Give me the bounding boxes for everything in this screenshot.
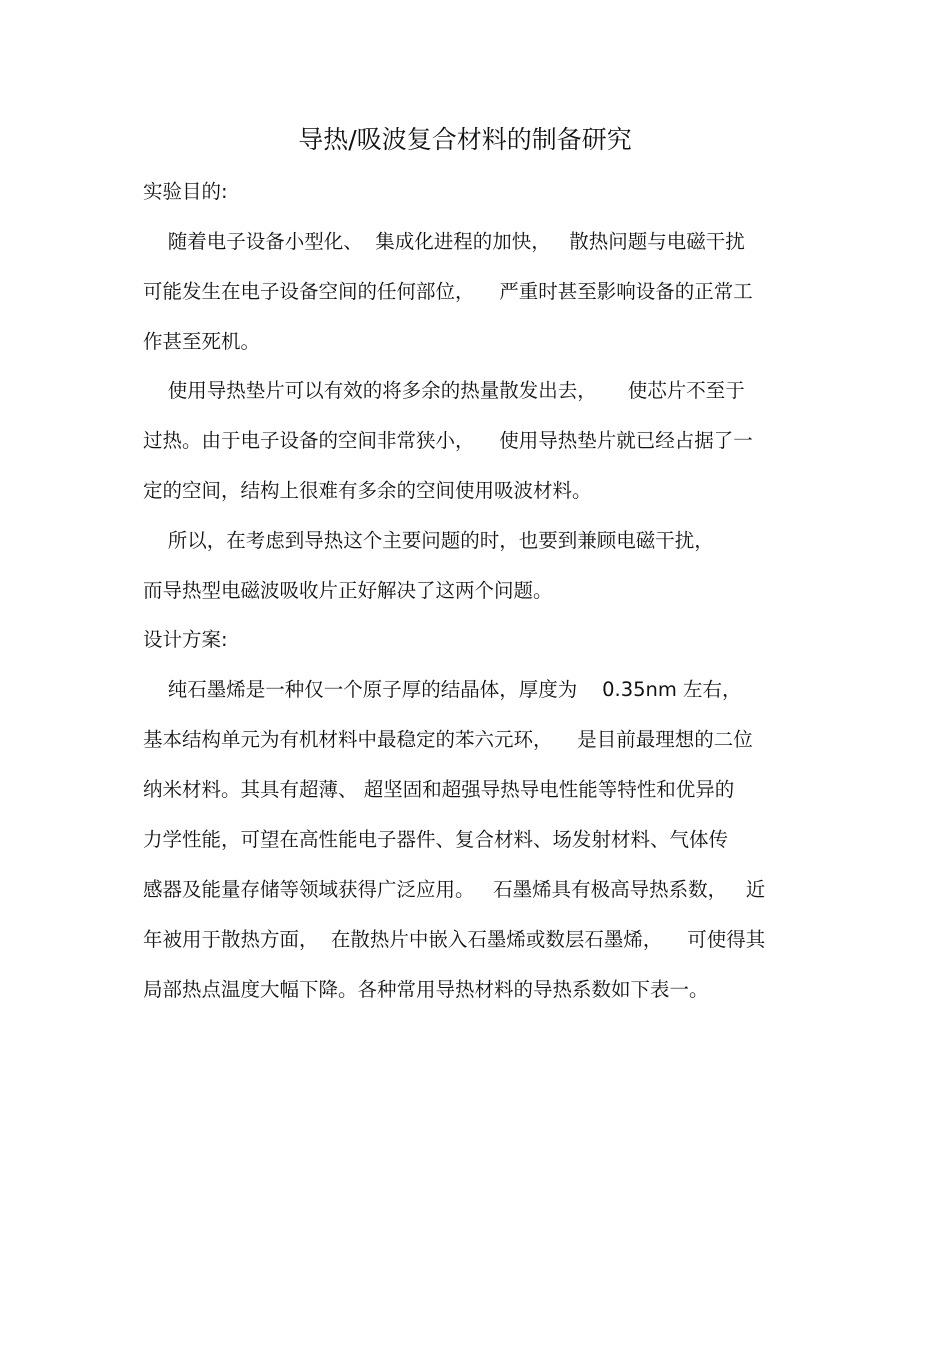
paragraph-line: 基本结构单元为有机材料中最稳定的苯六元环， 是目前最理想的二位 <box>143 728 753 751</box>
paragraph-line: 定的空间，结构上很难有多余的空间使用吸波材料。 <box>143 479 592 502</box>
section-heading-design: 设计方案: <box>143 628 228 651</box>
paragraph-line: 年被用于散热方面， 在散热片中嵌入石墨烯或数层石墨烯， 可使得其 <box>143 928 766 951</box>
paragraph-line: 过热。由于电子设备的空间非常狭小， 使用导热垫片就已经占据了一 <box>143 429 753 452</box>
paragraph-line: 局部热点温度大幅下降。各种常用导热材料的导热系数如下表一。 <box>143 978 709 1001</box>
document-title: 导热/吸波复合材料的制备研究 <box>298 125 632 154</box>
section-heading-purpose: 实验目的: <box>143 180 228 203</box>
paragraph-line: 纳米材料。其具有超薄、 超坚固和超强导热导电性能等特性和优异的 <box>143 778 735 801</box>
paragraph-line: 而导热型电磁波吸收片正好解决了这两个问题。 <box>143 579 553 602</box>
paragraph-line: 可能发生在电子设备空间的任何部位， 严重时甚至影响设备的正常工 <box>143 280 753 303</box>
paragraph-line: 力学性能，可望在高性能电子器件、复合材料、场发射材料、气体传 <box>143 828 729 851</box>
paragraph-line: 使用导热垫片可以有效的将多余的热量散发出去， 使芯片不至于 <box>143 379 745 402</box>
paragraph-line: 随着电子设备小型化、 集成化进程的加快， 散热问题与电磁干扰 <box>143 230 745 253</box>
paragraph-line: 感器及能量存储等领域获得广泛应用。 石墨烯具有极高导热系数， 近 <box>143 878 766 901</box>
paragraph-line: 所以，在考虑到导热这个主要问题的时，也要到兼顾电磁干扰， <box>143 529 714 552</box>
paragraph-line: 作甚至死机。 <box>143 330 261 353</box>
paragraph-line: 纯石墨烯是一种仅一个原子厚的结晶体，厚度为 0.35nm 左右， <box>143 678 742 701</box>
